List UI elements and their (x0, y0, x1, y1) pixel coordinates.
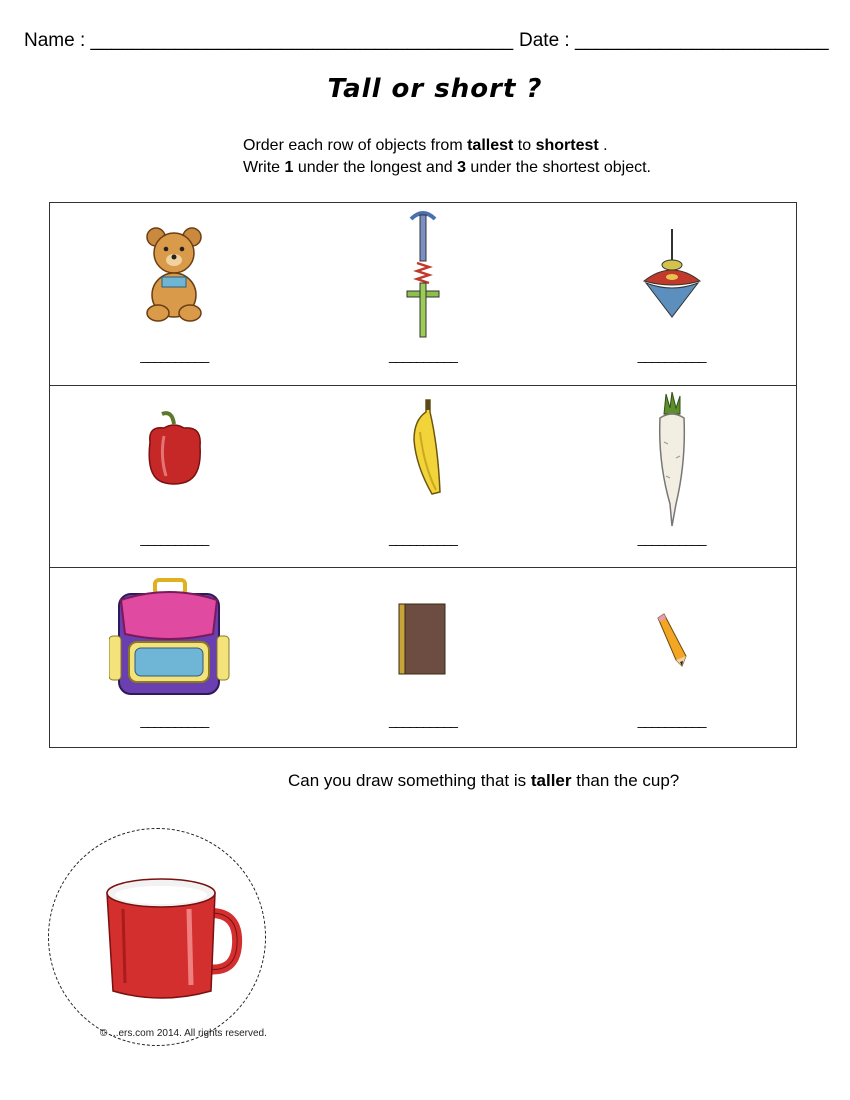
spinning-top-icon (642, 229, 702, 319)
name-field[interactable] (24, 30, 513, 52)
answer-blank[interactable]: __________ (389, 347, 457, 363)
answer-blank[interactable]: __________ (389, 530, 457, 546)
grid-cell (50, 568, 299, 750)
date-field[interactable] (519, 30, 829, 52)
bell-pepper-icon (142, 406, 206, 486)
objects-grid (49, 202, 797, 748)
date-line[interactable]: ________________________ (574, 30, 829, 51)
date-label: Date : (519, 30, 570, 51)
grid-row-3 (50, 567, 796, 750)
backpack-icon (109, 574, 239, 698)
answer-blank[interactable]: __________ (389, 712, 457, 728)
grid-row-1 (50, 203, 796, 385)
answer-blank[interactable]: __________ (637, 530, 706, 546)
grid-cell (547, 568, 796, 750)
copyright-notice: © ...ers.com 2014. All rights reserved. (100, 1028, 267, 1039)
banana-icon (398, 396, 448, 496)
pencil-icon (652, 612, 692, 668)
grid-cell (547, 203, 796, 385)
book-icon (397, 602, 449, 676)
cup-icon (103, 873, 243, 1005)
radish-icon (652, 392, 692, 528)
drawing-area[interactable] (48, 828, 266, 1046)
grid-row-2 (50, 385, 796, 568)
grid-cell (50, 203, 299, 385)
grid-cell (299, 568, 548, 750)
name-line[interactable]: ________________________________________ (90, 30, 514, 51)
answer-blank[interactable]: __________ (637, 712, 706, 728)
instruction-line-1: Order each row of objects from tallest to shortest . (243, 137, 608, 154)
instructions (243, 135, 651, 179)
worksheet-title: Tall or short ? (327, 74, 543, 104)
answer-blank[interactable]: __________ (140, 347, 209, 363)
grid-cell (547, 386, 796, 568)
answer-blank[interactable]: __________ (140, 530, 209, 546)
teddy-bear-icon (142, 225, 206, 325)
pogo-stick-icon (403, 209, 443, 339)
grid-cell (299, 386, 548, 568)
answer-blank[interactable]: __________ (637, 347, 706, 363)
drawing-question: Can you draw something that is taller than the cup? (288, 771, 680, 790)
answer-blank[interactable]: __________ (140, 712, 209, 728)
instruction-line-2: Write 1 under the longest and 3 under the shortest object. (243, 159, 651, 176)
grid-cell (299, 203, 548, 385)
name-label: Name : (24, 30, 86, 51)
grid-cell (50, 386, 299, 568)
